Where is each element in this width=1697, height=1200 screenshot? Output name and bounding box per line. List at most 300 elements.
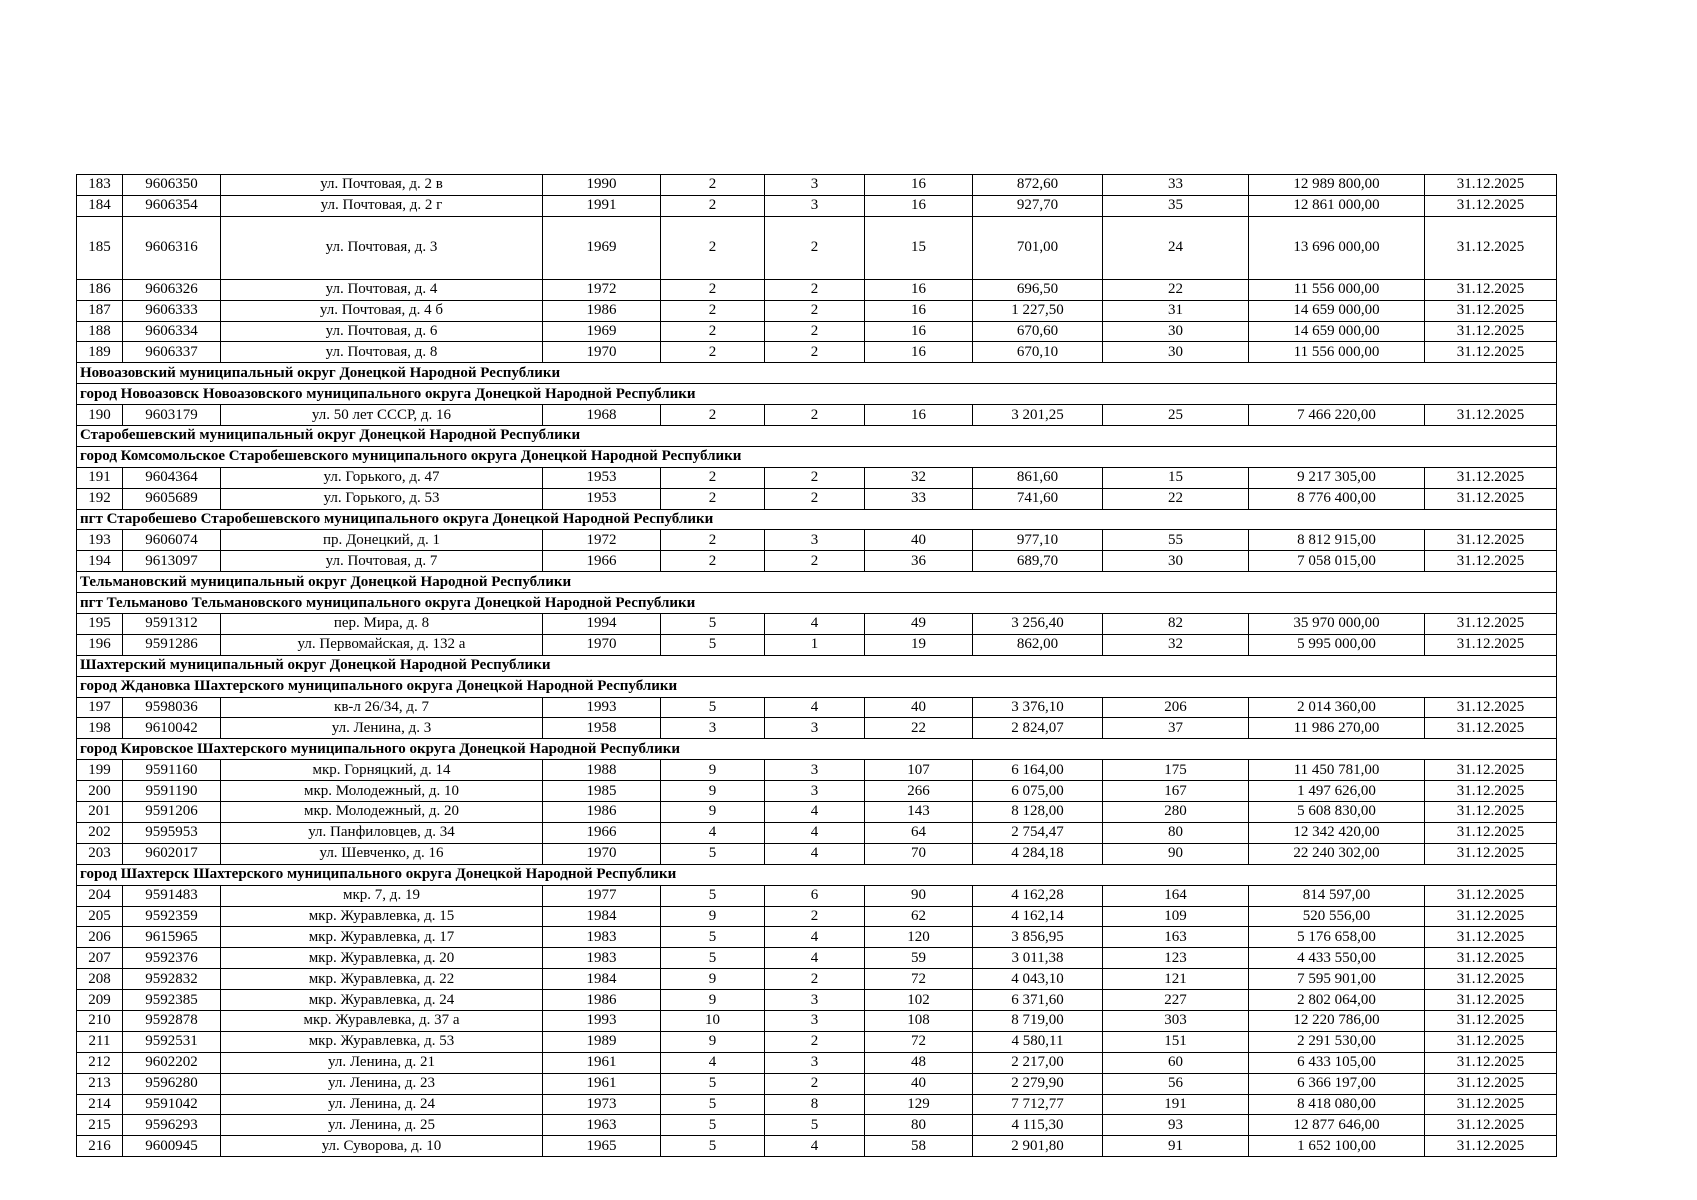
table-row bbox=[77, 802, 1557, 823]
year-built-cell: 1969 bbox=[543, 216, 661, 279]
address-cell: ул. Ленина, д. 21 bbox=[221, 1052, 543, 1073]
object-id-cell: 9602017 bbox=[123, 843, 221, 864]
cost-cell: 12 861 000,00 bbox=[1249, 195, 1425, 216]
deadline-cell: 31.12.2025 bbox=[1425, 718, 1557, 739]
address-cell: мкр. Журавлевка, д. 20 bbox=[221, 948, 543, 969]
floors-cell: 5 bbox=[661, 1136, 765, 1157]
deadline-cell: 31.12.2025 bbox=[1425, 843, 1557, 864]
row-number-cell: 214 bbox=[77, 1094, 123, 1115]
deadline-cell: 31.12.2025 bbox=[1425, 1094, 1557, 1115]
deadline-cell: 31.12.2025 bbox=[1425, 906, 1557, 927]
area-cell: 689,70 bbox=[973, 551, 1103, 572]
object-id-cell: 9606337 bbox=[123, 342, 221, 363]
residents-cell: 22 bbox=[1103, 279, 1249, 300]
apartments-cell: 80 bbox=[865, 1115, 973, 1136]
floors-cell: 5 bbox=[661, 1094, 765, 1115]
row-number-cell: 208 bbox=[77, 969, 123, 990]
entrances-cell: 3 bbox=[765, 530, 865, 551]
floors-cell: 2 bbox=[661, 216, 765, 279]
apartments-cell: 59 bbox=[865, 948, 973, 969]
area-cell: 4 162,14 bbox=[973, 906, 1103, 927]
address-cell: ул. Суворова, д. 10 bbox=[221, 1136, 543, 1157]
floors-cell: 2 bbox=[661, 405, 765, 426]
row-number-cell: 205 bbox=[77, 906, 123, 927]
residents-cell: 22 bbox=[1103, 488, 1249, 509]
group-header: город Комсомольское Старобешевского муниципального округа Донецкой Народной Республики bbox=[77, 446, 1557, 467]
floors-cell: 5 bbox=[661, 1115, 765, 1136]
area-cell: 3 256,40 bbox=[973, 614, 1103, 635]
residents-cell: 191 bbox=[1103, 1094, 1249, 1115]
deadline-cell: 31.12.2025 bbox=[1425, 342, 1557, 363]
entrances-cell: 2 bbox=[765, 279, 865, 300]
apartments-cell: 16 bbox=[865, 279, 973, 300]
table-row bbox=[77, 969, 1557, 990]
residents-cell: 25 bbox=[1103, 405, 1249, 426]
table-row bbox=[77, 990, 1557, 1011]
floors-cell: 2 bbox=[661, 300, 765, 321]
entrances-cell: 4 bbox=[765, 927, 865, 948]
deadline-cell: 31.12.2025 bbox=[1425, 927, 1557, 948]
cost-cell: 6 366 197,00 bbox=[1249, 1073, 1425, 1094]
table-row bbox=[77, 300, 1557, 321]
group-header-row bbox=[77, 676, 1557, 697]
entrances-cell: 2 bbox=[765, 1073, 865, 1094]
floors-cell: 5 bbox=[661, 927, 765, 948]
entrances-cell: 4 bbox=[765, 843, 865, 864]
cost-cell: 520 556,00 bbox=[1249, 906, 1425, 927]
table-row bbox=[77, 1073, 1557, 1094]
entrances-cell: 3 bbox=[765, 781, 865, 802]
residents-cell: 30 bbox=[1103, 342, 1249, 363]
year-built-cell: 1986 bbox=[543, 990, 661, 1011]
group-header: Шахтерский муниципальный округ Донецкой Народной Республики bbox=[77, 655, 1557, 676]
cost-cell: 14 659 000,00 bbox=[1249, 300, 1425, 321]
row-number-cell: 196 bbox=[77, 634, 123, 655]
residents-cell: 30 bbox=[1103, 551, 1249, 572]
apartments-cell: 36 bbox=[865, 551, 973, 572]
cost-cell: 8 418 080,00 bbox=[1249, 1094, 1425, 1115]
floors-cell: 5 bbox=[661, 1073, 765, 1094]
entrances-cell: 3 bbox=[765, 1010, 865, 1031]
cost-cell: 5 176 658,00 bbox=[1249, 927, 1425, 948]
year-built-cell: 1990 bbox=[543, 175, 661, 196]
residents-cell: 33 bbox=[1103, 175, 1249, 196]
address-cell: мкр. Горняцкий, д. 14 bbox=[221, 760, 543, 781]
cost-cell: 814 597,00 bbox=[1249, 885, 1425, 906]
cost-cell: 22 240 302,00 bbox=[1249, 843, 1425, 864]
entrances-cell: 2 bbox=[765, 405, 865, 426]
area-cell: 670,60 bbox=[973, 321, 1103, 342]
group-header-row bbox=[77, 655, 1557, 676]
address-cell: ул. Ленина, д. 3 bbox=[221, 718, 543, 739]
address-cell: ул. Горького, д. 47 bbox=[221, 467, 543, 488]
address-cell: мкр. Журавлевка, д. 17 bbox=[221, 927, 543, 948]
object-id-cell: 9610042 bbox=[123, 718, 221, 739]
cost-cell: 7 466 220,00 bbox=[1249, 405, 1425, 426]
area-cell: 741,60 bbox=[973, 488, 1103, 509]
row-number-cell: 192 bbox=[77, 488, 123, 509]
floors-cell: 2 bbox=[661, 488, 765, 509]
year-built-cell: 1969 bbox=[543, 321, 661, 342]
area-cell: 3 201,25 bbox=[973, 405, 1103, 426]
apartments-cell: 129 bbox=[865, 1094, 973, 1115]
address-cell: мкр. Журавлевка, д. 24 bbox=[221, 990, 543, 1011]
deadline-cell: 31.12.2025 bbox=[1425, 530, 1557, 551]
residents-cell: 175 bbox=[1103, 760, 1249, 781]
apartments-cell: 22 bbox=[865, 718, 973, 739]
table-row bbox=[77, 279, 1557, 300]
apartments-cell: 48 bbox=[865, 1052, 973, 1073]
entrances-cell: 2 bbox=[765, 216, 865, 279]
area-cell: 3 856,95 bbox=[973, 927, 1103, 948]
entrances-cell: 2 bbox=[765, 969, 865, 990]
year-built-cell: 1989 bbox=[543, 1031, 661, 1052]
area-cell: 2 824,07 bbox=[973, 718, 1103, 739]
row-number-cell: 195 bbox=[77, 614, 123, 635]
address-cell: ул. Почтовая, д. 4 bbox=[221, 279, 543, 300]
year-built-cell: 1973 bbox=[543, 1094, 661, 1115]
apartments-cell: 40 bbox=[865, 697, 973, 718]
object-id-cell: 9598036 bbox=[123, 697, 221, 718]
residents-cell: 123 bbox=[1103, 948, 1249, 969]
year-built-cell: 1965 bbox=[543, 1136, 661, 1157]
cost-cell: 2 291 530,00 bbox=[1249, 1031, 1425, 1052]
floors-cell: 9 bbox=[661, 1031, 765, 1052]
entrances-cell: 4 bbox=[765, 802, 865, 823]
apartments-cell: 16 bbox=[865, 195, 973, 216]
apartments-cell: 266 bbox=[865, 781, 973, 802]
row-number-cell: 187 bbox=[77, 300, 123, 321]
residents-cell: 82 bbox=[1103, 614, 1249, 635]
address-cell: мкр. Журавлевка, д. 53 bbox=[221, 1031, 543, 1052]
area-cell: 2 279,90 bbox=[973, 1073, 1103, 1094]
group-header: Старобешевский муниципальный округ Донецкой Народной Республики bbox=[77, 426, 1557, 447]
floors-cell: 10 bbox=[661, 1010, 765, 1031]
floors-cell: 9 bbox=[661, 802, 765, 823]
cost-cell: 9 217 305,00 bbox=[1249, 467, 1425, 488]
entrances-cell: 3 bbox=[765, 718, 865, 739]
entrances-cell: 2 bbox=[765, 551, 865, 572]
cost-cell: 11 986 270,00 bbox=[1249, 718, 1425, 739]
deadline-cell: 31.12.2025 bbox=[1425, 802, 1557, 823]
object-id-cell: 9606326 bbox=[123, 279, 221, 300]
year-built-cell: 1958 bbox=[543, 718, 661, 739]
entrances-cell: 3 bbox=[765, 195, 865, 216]
residents-cell: 91 bbox=[1103, 1136, 1249, 1157]
apartments-cell: 15 bbox=[865, 216, 973, 279]
area-cell: 2 754,47 bbox=[973, 822, 1103, 843]
deadline-cell: 31.12.2025 bbox=[1425, 300, 1557, 321]
cost-cell: 8 812 915,00 bbox=[1249, 530, 1425, 551]
entrances-cell: 1 bbox=[765, 634, 865, 655]
residents-cell: 206 bbox=[1103, 697, 1249, 718]
year-built-cell: 1986 bbox=[543, 802, 661, 823]
residents-cell: 37 bbox=[1103, 718, 1249, 739]
deadline-cell: 31.12.2025 bbox=[1425, 1136, 1557, 1157]
floors-cell: 5 bbox=[661, 948, 765, 969]
address-cell: ул. Панфиловцев, д. 34 bbox=[221, 822, 543, 843]
deadline-cell: 31.12.2025 bbox=[1425, 551, 1557, 572]
area-cell: 6 371,60 bbox=[973, 990, 1103, 1011]
group-header: город Шахтерск Шахтерского муниципального округа Донецкой Народной Республики bbox=[77, 864, 1557, 885]
row-number-cell: 199 bbox=[77, 760, 123, 781]
apartments-cell: 102 bbox=[865, 990, 973, 1011]
apartments-cell: 32 bbox=[865, 467, 973, 488]
table-row bbox=[77, 697, 1557, 718]
table-row bbox=[77, 216, 1557, 279]
table-row bbox=[77, 927, 1557, 948]
group-header: город Новоазовск Новоазовского муниципального округа Донецкой Народной Республики bbox=[77, 384, 1557, 405]
table-row bbox=[77, 175, 1557, 196]
year-built-cell: 1988 bbox=[543, 760, 661, 781]
residents-cell: 32 bbox=[1103, 634, 1249, 655]
apartments-cell: 49 bbox=[865, 614, 973, 635]
apartments-cell: 62 bbox=[865, 906, 973, 927]
year-built-cell: 1953 bbox=[543, 488, 661, 509]
cost-cell: 7 058 015,00 bbox=[1249, 551, 1425, 572]
table-row bbox=[77, 551, 1557, 572]
deadline-cell: 31.12.2025 bbox=[1425, 195, 1557, 216]
address-cell: мкр. Журавлевка, д. 37 а bbox=[221, 1010, 543, 1031]
residents-cell: 90 bbox=[1103, 843, 1249, 864]
area-cell: 8 719,00 bbox=[973, 1010, 1103, 1031]
year-built-cell: 1984 bbox=[543, 906, 661, 927]
address-cell: ул. Почтовая, д. 2 г bbox=[221, 195, 543, 216]
apartments-cell: 120 bbox=[865, 927, 973, 948]
year-built-cell: 1986 bbox=[543, 300, 661, 321]
table-row bbox=[77, 195, 1557, 216]
apartments-cell: 19 bbox=[865, 634, 973, 655]
year-built-cell: 1972 bbox=[543, 530, 661, 551]
deadline-cell: 31.12.2025 bbox=[1425, 321, 1557, 342]
entrances-cell: 3 bbox=[765, 760, 865, 781]
address-cell: ул. Ленина, д. 24 bbox=[221, 1094, 543, 1115]
row-number-cell: 207 bbox=[77, 948, 123, 969]
object-id-cell: 9591206 bbox=[123, 802, 221, 823]
table-body bbox=[77, 175, 1557, 1157]
residents-cell: 31 bbox=[1103, 300, 1249, 321]
group-header: город Ждановка Шахтерского муниципального округа Донецкой Народной Республики bbox=[77, 676, 1557, 697]
table-row bbox=[77, 1052, 1557, 1073]
residents-cell: 227 bbox=[1103, 990, 1249, 1011]
floors-cell: 5 bbox=[661, 634, 765, 655]
apartments-cell: 33 bbox=[865, 488, 973, 509]
year-built-cell: 1985 bbox=[543, 781, 661, 802]
group-header-row bbox=[77, 509, 1557, 530]
year-built-cell: 1953 bbox=[543, 467, 661, 488]
cost-cell: 11 556 000,00 bbox=[1249, 279, 1425, 300]
table-row bbox=[77, 1094, 1557, 1115]
floors-cell: 2 bbox=[661, 467, 765, 488]
entrances-cell: 6 bbox=[765, 885, 865, 906]
apartments-cell: 72 bbox=[865, 1031, 973, 1052]
floors-cell: 5 bbox=[661, 885, 765, 906]
residents-cell: 30 bbox=[1103, 321, 1249, 342]
deadline-cell: 31.12.2025 bbox=[1425, 405, 1557, 426]
apartments-cell: 16 bbox=[865, 175, 973, 196]
area-cell: 8 128,00 bbox=[973, 802, 1103, 823]
address-cell: ул. Почтовая, д. 3 bbox=[221, 216, 543, 279]
entrances-cell: 4 bbox=[765, 948, 865, 969]
object-id-cell: 9606074 bbox=[123, 530, 221, 551]
address-cell: мкр. Журавлевка, д. 22 bbox=[221, 969, 543, 990]
floors-cell: 4 bbox=[661, 1052, 765, 1073]
deadline-cell: 31.12.2025 bbox=[1425, 948, 1557, 969]
area-cell: 7 712,77 bbox=[973, 1094, 1103, 1115]
row-number-cell: 211 bbox=[77, 1031, 123, 1052]
address-cell: ул. Почтовая, д. 2 в bbox=[221, 175, 543, 196]
table-row bbox=[77, 760, 1557, 781]
address-cell: пер. Мира, д. 8 bbox=[221, 614, 543, 635]
object-id-cell: 9592531 bbox=[123, 1031, 221, 1052]
deadline-cell: 31.12.2025 bbox=[1425, 1010, 1557, 1031]
group-header: пгт Тельманово Тельмановского муниципального округа Донецкой Народной Республики bbox=[77, 593, 1557, 614]
residents-cell: 164 bbox=[1103, 885, 1249, 906]
row-number-cell: 210 bbox=[77, 1010, 123, 1031]
address-cell: ул. Ленина, д. 25 bbox=[221, 1115, 543, 1136]
object-id-cell: 9592832 bbox=[123, 969, 221, 990]
year-built-cell: 1972 bbox=[543, 279, 661, 300]
address-cell: ул. Почтовая, д. 7 bbox=[221, 551, 543, 572]
row-number-cell: 191 bbox=[77, 467, 123, 488]
year-built-cell: 1961 bbox=[543, 1052, 661, 1073]
deadline-cell: 31.12.2025 bbox=[1425, 781, 1557, 802]
entrances-cell: 2 bbox=[765, 321, 865, 342]
row-number-cell: 204 bbox=[77, 885, 123, 906]
residents-cell: 163 bbox=[1103, 927, 1249, 948]
object-id-cell: 9592385 bbox=[123, 990, 221, 1011]
table-row bbox=[77, 405, 1557, 426]
address-cell: мкр. Молодежный, д. 10 bbox=[221, 781, 543, 802]
floors-cell: 2 bbox=[661, 342, 765, 363]
floors-cell: 9 bbox=[661, 969, 765, 990]
area-cell: 6 164,00 bbox=[973, 760, 1103, 781]
cost-cell: 12 989 800,00 bbox=[1249, 175, 1425, 196]
row-number-cell: 209 bbox=[77, 990, 123, 1011]
entrances-cell: 3 bbox=[765, 990, 865, 1011]
floors-cell: 5 bbox=[661, 843, 765, 864]
entrances-cell: 2 bbox=[765, 467, 865, 488]
year-built-cell: 1983 bbox=[543, 927, 661, 948]
residents-cell: 93 bbox=[1103, 1115, 1249, 1136]
row-number-cell: 183 bbox=[77, 175, 123, 196]
group-header: Новоазовский муниципальный округ Донецкой Народной Республики bbox=[77, 363, 1557, 384]
table-row bbox=[77, 321, 1557, 342]
deadline-cell: 31.12.2025 bbox=[1425, 1115, 1557, 1136]
year-built-cell: 1963 bbox=[543, 1115, 661, 1136]
table-row bbox=[77, 1010, 1557, 1031]
object-id-cell: 9613097 bbox=[123, 551, 221, 572]
cost-cell: 6 433 105,00 bbox=[1249, 1052, 1425, 1073]
table-row bbox=[77, 634, 1557, 655]
cost-cell: 14 659 000,00 bbox=[1249, 321, 1425, 342]
residents-cell: 80 bbox=[1103, 822, 1249, 843]
area-cell: 670,10 bbox=[973, 342, 1103, 363]
apartments-cell: 107 bbox=[865, 760, 973, 781]
object-id-cell: 9596280 bbox=[123, 1073, 221, 1094]
deadline-cell: 31.12.2025 bbox=[1425, 467, 1557, 488]
floors-cell: 3 bbox=[661, 718, 765, 739]
cost-cell: 12 342 420,00 bbox=[1249, 822, 1425, 843]
address-cell: кв-л 26/34, д. 7 bbox=[221, 697, 543, 718]
apartments-cell: 58 bbox=[865, 1136, 973, 1157]
cost-cell: 11 450 781,00 bbox=[1249, 760, 1425, 781]
residents-cell: 35 bbox=[1103, 195, 1249, 216]
cost-cell: 1 497 626,00 bbox=[1249, 781, 1425, 802]
area-cell: 4 162,28 bbox=[973, 885, 1103, 906]
address-cell: ул. Почтовая, д. 4 б bbox=[221, 300, 543, 321]
year-built-cell: 1966 bbox=[543, 822, 661, 843]
floors-cell: 9 bbox=[661, 760, 765, 781]
row-number-cell: 201 bbox=[77, 802, 123, 823]
row-number-cell: 197 bbox=[77, 697, 123, 718]
object-id-cell: 9596293 bbox=[123, 1115, 221, 1136]
apartments-cell: 72 bbox=[865, 969, 973, 990]
housing-register-table bbox=[76, 174, 1557, 1157]
apartments-cell: 70 bbox=[865, 843, 973, 864]
year-built-cell: 1970 bbox=[543, 843, 661, 864]
row-number-cell: 198 bbox=[77, 718, 123, 739]
table-row bbox=[77, 1031, 1557, 1052]
deadline-cell: 31.12.2025 bbox=[1425, 760, 1557, 781]
cost-cell: 5 995 000,00 bbox=[1249, 634, 1425, 655]
area-cell: 977,10 bbox=[973, 530, 1103, 551]
row-number-cell: 216 bbox=[77, 1136, 123, 1157]
entrances-cell: 4 bbox=[765, 1136, 865, 1157]
entrances-cell: 2 bbox=[765, 1031, 865, 1052]
object-id-cell: 9605689 bbox=[123, 488, 221, 509]
table-row bbox=[77, 614, 1557, 635]
area-cell: 927,70 bbox=[973, 195, 1103, 216]
entrances-cell: 2 bbox=[765, 906, 865, 927]
floors-cell: 9 bbox=[661, 781, 765, 802]
floors-cell: 5 bbox=[661, 697, 765, 718]
apartments-cell: 16 bbox=[865, 300, 973, 321]
year-built-cell: 1966 bbox=[543, 551, 661, 572]
table-row bbox=[77, 781, 1557, 802]
address-cell: ул. Первомайская, д. 132 а bbox=[221, 634, 543, 655]
address-cell: ул. Ленина, д. 23 bbox=[221, 1073, 543, 1094]
table-row bbox=[77, 467, 1557, 488]
table-row bbox=[77, 843, 1557, 864]
apartments-cell: 64 bbox=[865, 822, 973, 843]
object-id-cell: 9595953 bbox=[123, 822, 221, 843]
deadline-cell: 31.12.2025 bbox=[1425, 216, 1557, 279]
apartments-cell: 40 bbox=[865, 1073, 973, 1094]
area-cell: 3 376,10 bbox=[973, 697, 1103, 718]
table-row bbox=[77, 718, 1557, 739]
group-header-row bbox=[77, 384, 1557, 405]
entrances-cell: 2 bbox=[765, 342, 865, 363]
deadline-cell: 31.12.2025 bbox=[1425, 990, 1557, 1011]
residents-cell: 60 bbox=[1103, 1052, 1249, 1073]
residents-cell: 109 bbox=[1103, 906, 1249, 927]
residents-cell: 55 bbox=[1103, 530, 1249, 551]
address-cell: пр. Донецкий, д. 1 bbox=[221, 530, 543, 551]
object-id-cell: 9591286 bbox=[123, 634, 221, 655]
deadline-cell: 31.12.2025 bbox=[1425, 1052, 1557, 1073]
table-row bbox=[77, 530, 1557, 551]
apartments-cell: 16 bbox=[865, 342, 973, 363]
object-id-cell: 9606333 bbox=[123, 300, 221, 321]
deadline-cell: 31.12.2025 bbox=[1425, 1031, 1557, 1052]
year-built-cell: 1991 bbox=[543, 195, 661, 216]
year-built-cell: 1993 bbox=[543, 1010, 661, 1031]
cost-cell: 2 802 064,00 bbox=[1249, 990, 1425, 1011]
object-id-cell: 9592359 bbox=[123, 906, 221, 927]
table-row bbox=[77, 906, 1557, 927]
address-cell: ул. Горького, д. 53 bbox=[221, 488, 543, 509]
